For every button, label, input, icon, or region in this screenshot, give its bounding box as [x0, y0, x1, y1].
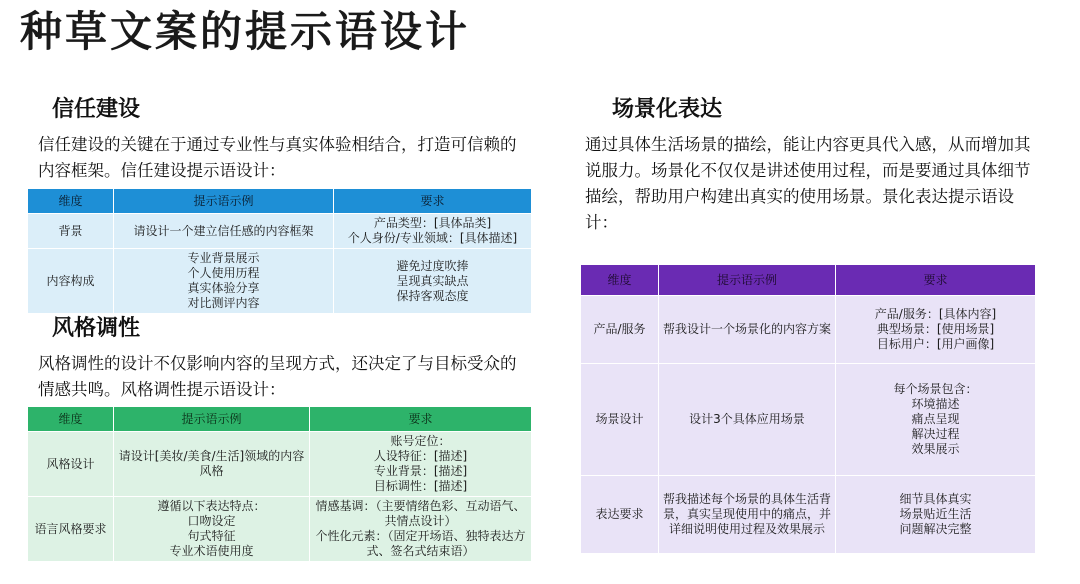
scene-heading: 场景化表达 [612, 97, 723, 122]
cell-dimension: 风格设计 [28, 432, 114, 497]
cell-dimension: 表达要求 [581, 476, 659, 554]
scene-paragraph: 通过具体生活场景的描绘，能让内容更具代入感，从而增加其说服力。场景化不仅仅是讲述使用过程，而是要通过具体细节描绘，帮助用户构建出真实的使用场景。景化表达提示语设计： [585, 135, 1031, 232]
header-requirement: 要求 [310, 407, 532, 432]
table-row [28, 432, 532, 497]
cell-requirement: 情感基调：（主要情绪色彩、互动语气、共情点设计） 个性化元素：（固定开场语、独特表达方式、签名式结束语） [310, 497, 532, 562]
table-row [581, 296, 1036, 364]
style-paragraph: 风格调性的设计不仅影响内容的呈现方式，还决定了与目标受众的情感共鸣。风格调性提示语设计： [38, 354, 517, 399]
table-row [28, 497, 532, 562]
header-dimension: 维度 [28, 189, 114, 214]
cell-example: 请设计[美妆/美食/生活]领域的内容风格 [114, 432, 310, 497]
header-example: 提示语示例 [114, 189, 334, 214]
header-dimension: 维度 [581, 265, 659, 296]
cell-dimension: 产品/服务 [581, 296, 659, 364]
cell-example: 设计3个具体应用场景 [659, 364, 836, 476]
header-requirement: 要求 [334, 189, 532, 214]
cell-dimension: 背景 [28, 214, 114, 249]
cell-example: 请设计一个建立信任感的内容框架 [114, 214, 334, 249]
cell-requirement: 产品/服务：[具体内容] 典型场景：[使用场景] 目标用户：[用户画像] [836, 296, 1036, 364]
table-row [581, 476, 1036, 554]
page-title: 种草文案的提示语设计 [20, 7, 471, 56]
cell-requirement: 账号定位： 人设特征：[描述] 专业背景：[描述] 目标调性：[描述] [310, 432, 532, 497]
header-dimension: 维度 [28, 407, 114, 432]
scene-table [580, 264, 1036, 554]
table-row [581, 364, 1036, 476]
trust-paragraph: 信任建设的关键在于通过专业性与真实体验相结合，打造可信赖的内容框架。信任建设提示语设计： [38, 135, 517, 180]
cell-example: 遵循以下表达特点： 口吻设定 句式特征 专业术语使用度 [114, 497, 310, 562]
cell-dimension: 语言风格要求 [28, 497, 114, 562]
cell-example: 帮我设计一个场景化的内容方案 [659, 296, 836, 364]
style-heading: 风格调性 [52, 316, 141, 341]
cell-example: 专业背景展示 个人使用历程 真实体验分享 对比测评内容 [114, 249, 334, 314]
cell-example: 帮我描述每个场景的具体生活背景，真实呈现使用中的痛点，并详细说明使用过程及效果展示 [659, 476, 836, 554]
cell-requirement: 避免过度吹捧 呈现真实缺点 保持客观态度 [334, 249, 532, 314]
cell-dimension: 场景设计 [581, 364, 659, 476]
cell-requirement: 细节具体真实 场景贴近生活 问题解决完整 [836, 476, 1036, 554]
table-header-row [581, 265, 1036, 296]
header-example: 提示语示例 [114, 407, 310, 432]
trust-heading: 信任建设 [52, 97, 141, 122]
cell-dimension: 内容构成 [28, 249, 114, 314]
table-header-row [28, 407, 532, 432]
table-row [28, 249, 532, 314]
style-table [27, 406, 532, 562]
table-row [28, 214, 532, 249]
header-example: 提示语示例 [659, 265, 836, 296]
header-requirement: 要求 [836, 265, 1036, 296]
cell-requirement: 产品类型：[具体品类] 个人身份/专业领域：[具体描述] [334, 214, 532, 249]
table-header-row [28, 189, 532, 214]
trust-table [27, 188, 532, 314]
cell-requirement: 每个场景包含： 环境描述 痛点呈现 解决过程 效果展示 [836, 364, 1036, 476]
